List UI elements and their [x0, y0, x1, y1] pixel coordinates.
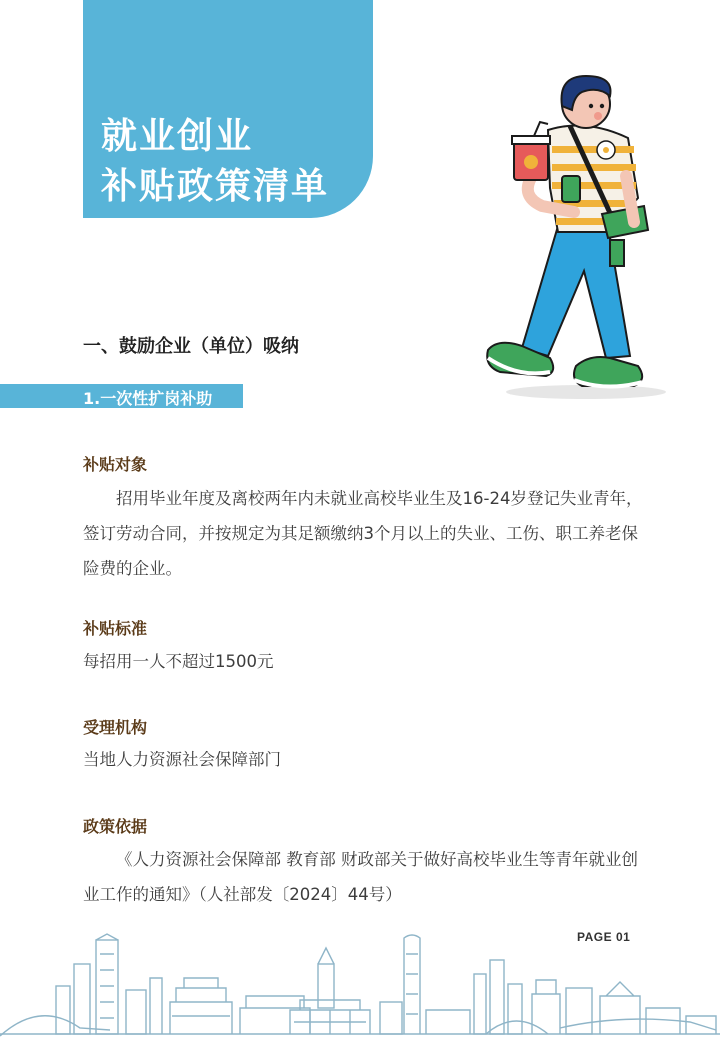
section-heading: 一、鼓励企业（单位）吸纳 — [83, 336, 299, 357]
subsection-label: 1.一次性扩岗补助 — [83, 389, 213, 408]
subsidy-standard-text: 每招用一人不超过1500元 — [83, 652, 274, 671]
policy-basis-text: 《人力资源社会保障部 教育部 财政部关于做好高校毕业生等青年就业创业工作的通知》（人社部发〔2024〕44号） — [83, 850, 638, 904]
subsection-banner — [0, 384, 243, 408]
title-banner — [83, 0, 373, 218]
subsidy-target-label: 补贴对象 — [83, 455, 148, 474]
agency-label: 受理机构 — [83, 718, 148, 737]
city-skyline-line-art — [0, 930, 720, 1042]
policy-basis-label: 政策依据 — [83, 817, 148, 836]
subsidy-target-text: 招用毕业年度及离校两年内未就业高校毕业生及16-24岁登记失业青年，签订劳动合同，并按规定为其足额缴纳3个月以上的失业、工伤、职工养老保险费的企业。 — [83, 489, 643, 578]
page-title-line-1: 就业创业 — [101, 116, 254, 157]
person-with-drink-and-phone-illustration — [478, 66, 668, 401]
page-number: PAGE 01 — [577, 930, 631, 944]
subsidy-standard-label: 补贴标准 — [83, 619, 148, 638]
agency-text: 当地人力资源社会保障部门 — [83, 750, 281, 769]
page-title-line-2: 补贴政策清单 — [101, 166, 330, 207]
